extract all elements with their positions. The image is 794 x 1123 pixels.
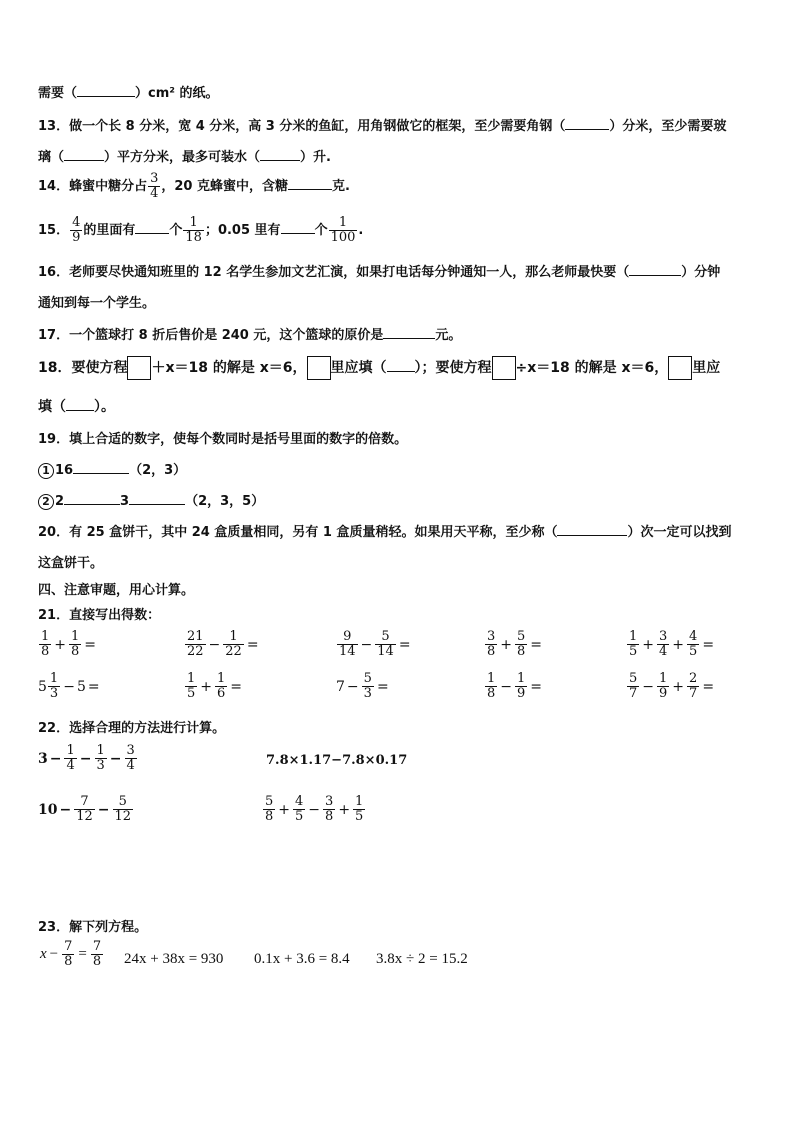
fraction — [69, 630, 81, 659]
fraction — [323, 795, 335, 824]
numerator: 21 — [187, 629, 204, 644]
question-13-line1: 13．做一个长 8 分米，宽 4 分米，高 3 分米的鱼缸，用角钢做它的框架，至少需要角钢（ ）分米，至少需要玻 — [38, 119, 727, 134]
operator: − — [109, 750, 122, 767]
fraction — [293, 795, 305, 824]
operator: − — [97, 801, 110, 818]
fraction — [515, 672, 527, 701]
answer-blank[interactable] — [66, 398, 94, 411]
numerator: 5 — [629, 671, 638, 686]
denominator: 3 — [49, 686, 59, 701]
numerator: 5 — [118, 794, 127, 809]
section-heading: 四、注意审题，用心计算。 — [38, 583, 195, 598]
numerator: 4 — [295, 794, 304, 809]
denominator: 5 — [689, 644, 698, 659]
expression — [38, 744, 138, 773]
fraction — [657, 672, 669, 701]
mental-math-item — [184, 630, 261, 659]
operator: + — [642, 636, 655, 653]
number: 10 — [38, 801, 58, 818]
numerator: 1 — [629, 629, 638, 644]
equation-2: 24x + 38x = 930 — [124, 951, 224, 967]
fraction — [485, 672, 497, 701]
numerator: 3 — [659, 629, 668, 644]
mental-math-item — [626, 672, 716, 701]
fraction — [48, 672, 60, 701]
fraction — [113, 795, 134, 824]
question-19-title: 19．填上合适的数字，使每个数同时是括号里面的数字的倍数。 — [38, 432, 408, 447]
answer-blank[interactable] — [135, 221, 169, 234]
answer-box[interactable] — [307, 356, 331, 380]
operator: = — [246, 636, 259, 653]
question-19-item-1: 1 16 （2，3） — [38, 459, 186, 479]
fraction: $\frac{1}{18}$ — [185, 215, 202, 245]
denominator: 8 — [325, 809, 334, 824]
denominator: 8 — [517, 644, 526, 659]
denominator: 3 — [96, 758, 105, 773]
denominator: 7 — [689, 686, 698, 701]
fraction — [185, 672, 197, 701]
circled-number: 2 — [38, 494, 54, 510]
mental-math-item — [184, 672, 244, 701]
answer-blank[interactable] — [557, 523, 627, 536]
operator: − — [79, 750, 92, 767]
denominator: 8 — [487, 686, 496, 701]
answer-blank[interactable] — [73, 461, 129, 474]
fraction — [74, 795, 95, 824]
question-18-line2: 填（ ）。 — [38, 399, 115, 415]
denominator: 3 — [363, 686, 372, 701]
mental-math-item — [484, 672, 544, 701]
question-19-item-2: 2 2 3 （2，3，5） — [38, 490, 264, 510]
fraction: $\frac{3}{4}$ — [150, 171, 159, 201]
fraction — [337, 630, 358, 659]
numerator: 4 — [689, 629, 698, 644]
fraction — [627, 672, 639, 701]
fraction — [375, 630, 396, 659]
numerator: 3 — [325, 794, 334, 809]
denominator: 5 — [295, 809, 304, 824]
fraction: $\frac{7}{8}$ — [64, 939, 73, 969]
operator: = — [702, 678, 715, 695]
denominator: 14 — [339, 644, 356, 659]
fraction — [125, 744, 137, 773]
answer-blank[interactable] — [64, 148, 104, 161]
mental-math-item — [484, 630, 544, 659]
denominator: 14 — [377, 644, 394, 659]
fraction — [263, 795, 275, 824]
question-13-line2: 璃（ ）平方分米，最多可装水（ ）升. — [38, 150, 331, 165]
mental-math-item — [38, 630, 98, 659]
operator: + — [200, 678, 213, 695]
mental-math-item — [336, 672, 391, 701]
denominator: 4 — [66, 758, 75, 773]
answer-blank[interactable] — [629, 263, 681, 276]
operator: = — [87, 678, 100, 695]
denominator: 12 — [114, 809, 132, 824]
answer-blank[interactable] — [565, 117, 609, 130]
denominator: 8 — [71, 644, 80, 659]
numerator: 1 — [217, 671, 226, 686]
mental-math-item — [626, 630, 716, 659]
operator: − — [346, 678, 359, 695]
fraction — [687, 672, 699, 701]
numerator: 5 — [265, 794, 274, 809]
denominator: 12 — [76, 809, 93, 824]
number: 3 — [38, 750, 48, 767]
fraction — [39, 630, 51, 659]
fraction — [687, 630, 699, 659]
operator: − — [59, 801, 72, 818]
question-16-line1: 16．老师要尽快通知班里的 12 名学生参加文艺汇演，如果打电话每分钟通知一人，那么老师最快要（ ）分钟 — [38, 265, 721, 280]
question-16-line2: 通知到每一个学生。 — [38, 296, 156, 311]
operator: − — [642, 678, 655, 695]
operator: + — [500, 636, 513, 653]
question-14: 14．蜂蜜中糖分占 $\frac{3}{4}$ ，20 克蜂蜜中，含糖 克. — [38, 171, 350, 201]
operator: = — [530, 678, 543, 695]
denominator: 6 — [217, 686, 226, 701]
question-20-line2: 这盒饼干。 — [38, 556, 104, 571]
numerator: 3 — [126, 743, 135, 758]
denominator: 7 — [629, 686, 638, 701]
operator: + — [672, 636, 685, 653]
denominator: 8 — [265, 809, 274, 824]
numerator: 1 — [355, 794, 364, 809]
fraction: $\frac{1}{100}$ — [330, 215, 356, 245]
numerator: 5 — [363, 671, 372, 686]
operator: = — [398, 636, 411, 653]
denominator: 4 — [126, 758, 135, 773]
numerator: 1 — [49, 671, 59, 686]
answer-box[interactable] — [668, 356, 692, 380]
q12-tail: 需要（ ）cm² 的纸。 — [38, 86, 219, 101]
fraction — [353, 795, 365, 824]
numerator: 1 — [96, 743, 105, 758]
denominator: 8 — [41, 644, 50, 659]
operator: − — [500, 678, 513, 695]
equation-1: x − $\frac{7}{8}$ = $\frac{7}{8}$ — [40, 939, 102, 969]
question-18-line1: 18．要使方程 ＋x＝18 的解是 x＝6， 里应填（ ）；要使方程 ÷x＝18 的解是 x＝6， 里应 — [38, 356, 720, 380]
answer-blank[interactable] — [64, 492, 120, 505]
operator: − — [49, 750, 62, 767]
operator: + — [672, 678, 685, 695]
question-17: 17．一个篮球打 8 折后售价是 240 元，这个篮球的原价是 元。 — [38, 328, 462, 343]
denominator: 22 — [225, 644, 242, 659]
numerator: 1 — [71, 629, 80, 644]
operator: − — [63, 678, 75, 695]
answer-blank[interactable] — [383, 326, 435, 339]
question-23-title: 23．解下列方程。 — [38, 920, 148, 935]
answer-blank[interactable] — [77, 84, 135, 97]
numerator: 1 — [487, 671, 496, 686]
operator: = — [376, 678, 389, 695]
operator: + — [278, 801, 291, 818]
fraction — [64, 744, 76, 773]
numerator: 7 — [80, 794, 89, 809]
answer-box[interactable] — [127, 356, 151, 380]
mental-math-item — [336, 630, 413, 659]
operator: + — [54, 636, 67, 653]
operator: + — [338, 801, 351, 818]
numerator: 1 — [229, 629, 238, 644]
numerator: 1 — [517, 671, 526, 686]
fraction — [185, 630, 206, 659]
numerator: 3 — [487, 629, 496, 644]
fraction — [657, 630, 669, 659]
question-15: 15． $\frac{4}{9}$ 的里面有 个 $\frac{1}{18}$ ；0.05 里有 个 $\frac{1}{100}$ . — [38, 215, 364, 245]
operator: − — [308, 801, 321, 818]
denominator: 5 — [187, 686, 196, 701]
operator: = — [702, 636, 715, 653]
numerator: 1 — [659, 671, 668, 686]
denominator: 22 — [187, 644, 204, 659]
answer-blank[interactable] — [260, 148, 300, 161]
equation-3: 0.1x + 3.6 = 8.4 — [254, 951, 350, 967]
question-21-title: 21．直接写出得数： — [38, 608, 161, 623]
fraction — [362, 672, 374, 701]
answer-box[interactable] — [492, 356, 516, 380]
numerator: 2 — [689, 671, 698, 686]
fraction: $\frac{4}{9}$ — [72, 215, 81, 245]
operator: − — [208, 636, 221, 653]
answer-blank[interactable] — [387, 359, 415, 372]
fraction — [223, 630, 244, 659]
numerator: 5 — [381, 629, 390, 644]
fraction — [515, 630, 527, 659]
expression: 7.8×1.17−7.8×0.17 — [266, 753, 408, 768]
operator: = — [84, 636, 97, 653]
numerator: 5 — [517, 629, 526, 644]
numerator: 1 — [187, 671, 196, 686]
circled-number: 1 — [38, 463, 54, 479]
operator: − — [360, 636, 373, 653]
operator: = — [530, 636, 543, 653]
expression — [262, 795, 366, 824]
denominator: 4 — [659, 644, 668, 659]
denominator: 9 — [517, 686, 526, 701]
number: 5 — [38, 678, 47, 695]
question-20-line1: 20．有 25 盒饼干，其中 24 盒质量相同，另有 1 盒质量稍轻。如果用天平称，至少称（ ）次一定可以找到 — [38, 525, 732, 540]
equation-4: 3.8x ÷ 2 = 15.2 — [376, 951, 468, 967]
answer-blank[interactable] — [288, 177, 332, 190]
fraction — [627, 630, 639, 659]
operator: = — [230, 678, 243, 695]
answer-blank[interactable] — [281, 221, 315, 234]
numerator: 9 — [343, 629, 352, 644]
number: 5 — [76, 678, 86, 695]
expression — [38, 795, 134, 824]
fraction — [485, 630, 497, 659]
denominator: 5 — [629, 644, 638, 659]
question-22-title: 22．选择合理的方法进行计算。 — [38, 721, 226, 736]
numerator: 1 — [41, 629, 50, 644]
fraction — [95, 744, 107, 773]
fraction — [215, 672, 227, 701]
mental-math-item — [38, 672, 102, 701]
answer-blank[interactable] — [129, 492, 185, 505]
number: 7 — [336, 678, 345, 695]
denominator: 8 — [487, 644, 496, 659]
fraction: $\frac{7}{8}$ — [92, 939, 102, 969]
numerator: 1 — [66, 743, 75, 758]
denominator: 9 — [659, 686, 668, 701]
denominator: 5 — [355, 809, 364, 824]
